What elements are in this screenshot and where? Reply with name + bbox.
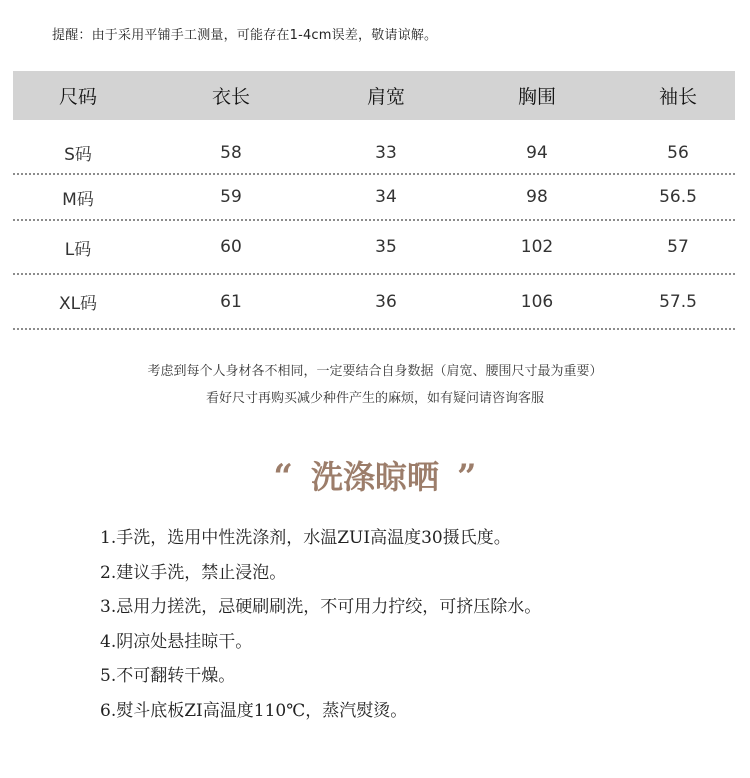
header-length: 衣长 <box>211 86 250 108</box>
length-cell: 61 <box>220 291 242 312</box>
table-row <box>13 175 735 221</box>
size-cell: M码 <box>62 189 94 210</box>
size-table <box>13 71 735 330</box>
size-table-header <box>13 71 735 120</box>
shoulder-cell: 34 <box>375 187 397 207</box>
table-row <box>13 275 735 330</box>
size-cell: XL码 <box>58 294 98 314</box>
chest-cell: 106 <box>520 291 554 312</box>
header-chest: 胸围 <box>517 86 556 108</box>
wash-title-text: 洗涤晾晒 <box>310 458 439 496</box>
care-item: 1.手洗，选用中性洗涤剂，水温ZUI高温度30摄氏度。 <box>100 528 511 548</box>
sleeve-cell: 56 <box>667 142 689 163</box>
care-item: 3.忌用力搓洗，忌硬刷刷洗，不可用力拧绞，可挤压除水。 <box>100 597 542 617</box>
wash-section-title <box>0 452 750 498</box>
care-item: 4.阴凉处悬挂晾干。 <box>100 631 253 652</box>
sleeve-cell: 57.5 <box>659 291 697 312</box>
header-sleeve: 袖长 <box>658 86 697 108</box>
chest-cell: 94 <box>526 142 548 163</box>
header-size: 尺码 <box>58 86 97 108</box>
table-row <box>13 120 735 175</box>
header-shoulder: 肩宽 <box>366 86 405 108</box>
size-remark-line-1: 考虑到每个人身材各不相同，一定要结合自身数据（肩宽、腰围尺寸最为重要） <box>147 364 603 379</box>
care-instructions-list <box>100 521 541 728</box>
length-cell: 59 <box>220 187 242 207</box>
chest-cell: 98 <box>526 187 548 207</box>
sleeve-cell: 57 <box>667 237 689 257</box>
size-remark-line-2: 看好尺寸再购买减少种件产生的麻烦，如有疑问请咨询客服 <box>205 391 544 406</box>
length-cell: 58 <box>220 142 242 163</box>
care-item: 2.建议手洗，禁止浸泡。 <box>100 562 287 583</box>
chest-cell: 102 <box>520 237 554 257</box>
table-row <box>13 221 735 275</box>
size-cell: S码 <box>64 145 92 165</box>
close-quote-mark: ” <box>457 457 477 497</box>
shoulder-cell: 33 <box>375 142 397 163</box>
care-item: 6.熨斗底板ZI高温度110℃，蒸汽熨烫。 <box>100 700 408 721</box>
open-quote-mark: “ <box>273 457 293 497</box>
length-cell: 60 <box>220 237 242 257</box>
shoulder-cell: 35 <box>375 237 397 257</box>
size-cell: L码 <box>64 239 92 260</box>
sleeve-cell: 56.5 <box>659 187 697 207</box>
shoulder-cell: 36 <box>375 291 397 312</box>
measurement-notice: 提醒：由于采用平铺手工测量，可能存在1-4cm误差，敬请谅解。 <box>52 28 438 43</box>
care-item: 5.不可翻转干燥。 <box>100 666 236 686</box>
